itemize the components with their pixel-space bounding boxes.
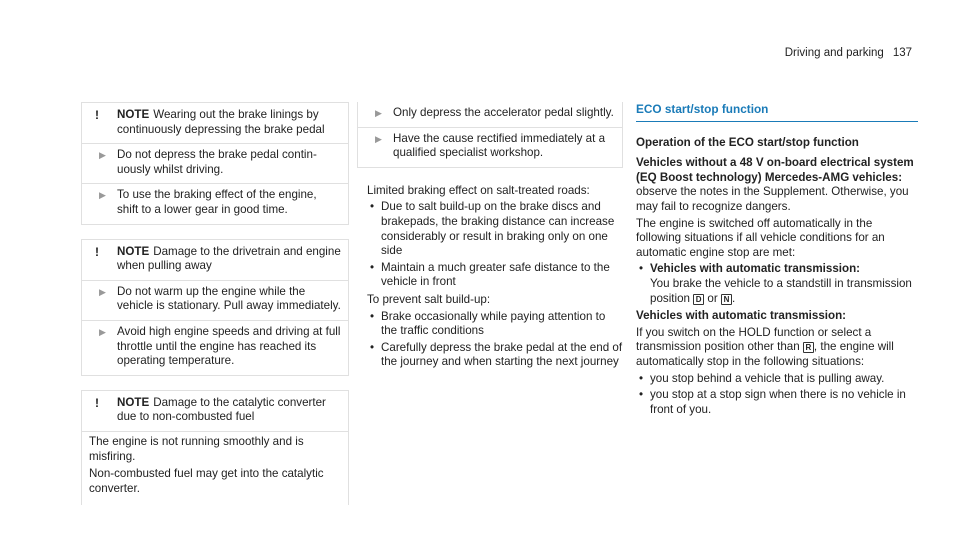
hold-situations-list xyxy=(636,372,918,418)
step-text: Do not warm up the engine while the vehicle is stationary. Pull away immediately. xyxy=(117,284,341,313)
list-item: • you stop at a stop sign when there is no vehicle in front of you. xyxy=(636,388,918,417)
step-arrow-icon: ▶ xyxy=(99,326,106,337)
step-text: Avoid high engine speeds and driving at full throttle until the engine has reached its operating temperature. xyxy=(117,324,341,368)
note-text: Damage to the drivetrain and engine when pulling away xyxy=(117,244,341,273)
step-text: Only depress the accelerator pedal slightly. xyxy=(393,106,614,119)
list-item-text: or xyxy=(704,291,721,305)
auto-stop-list xyxy=(636,262,918,306)
step-arrow-icon: ▶ xyxy=(375,108,382,118)
list-item: • Carefully depress the brake pedal at the end of the journey and when starting the next journey xyxy=(367,341,623,370)
salt-effect-list xyxy=(367,200,623,290)
column-1 xyxy=(81,102,349,505)
note-title: NOTE xyxy=(117,395,150,409)
list-item: • Brake occasionally while paying attention to the traffic conditions xyxy=(367,310,623,339)
note-text: Wearing out the brake linings by continuously depressing the brake pedal xyxy=(117,108,325,136)
note-brake-linings xyxy=(81,102,349,225)
step-text: To use the braking effect of the engine, shift to a lower gear in good time. xyxy=(117,188,317,216)
note-drivetrain xyxy=(81,239,349,376)
auto-transmission-heading: Vehicles with automatic transmission: xyxy=(636,309,847,323)
vehicle-note-head: Vehicles without a 48 V on-board electrical system (EQ Boost technology) Mercedes-AMG vehicles: xyxy=(636,156,914,184)
subheading: Operation of the ECO start/stop function xyxy=(636,135,859,149)
vehicle-note xyxy=(636,156,918,214)
gear-n-key-icon: N xyxy=(721,294,732,305)
step-arrow-icon: ▶ xyxy=(99,150,106,161)
warning-icon: ! xyxy=(95,108,99,122)
note-paragraph: The engine is not running smoothly and is misfiring. xyxy=(89,434,304,463)
warning-icon: ! xyxy=(95,244,99,259)
list-item-text: . xyxy=(731,291,736,305)
list-item: • Maintain a much greater safe distance to the vehicle in front xyxy=(367,261,623,290)
page-header xyxy=(785,46,912,61)
vehicle-note-text: observe the notes in the Supplement. Otherwise, you may fail to recognize dangers. xyxy=(636,185,909,213)
note-paragraph: Non-combusted fuel may get into the catalytic converter. xyxy=(89,467,324,495)
salt-prevent-list xyxy=(367,310,623,370)
hold-function-text xyxy=(636,326,918,370)
page-number: 137 xyxy=(892,47,912,59)
gear-r-key-icon: R xyxy=(803,342,814,353)
hold-text-b: , the engine will automatically stop in the following situations: xyxy=(636,340,894,368)
salt-intro: Limited braking effect on salt-treated roads: xyxy=(367,183,590,197)
note-text: Damage to the catalytic converter due to non-combusted fuel xyxy=(117,395,326,424)
note-catalytic-steps xyxy=(357,102,623,168)
section-title: ECO start/stop function xyxy=(636,102,918,122)
step-text: Do not depress the brake pedal continuously whilst driving. xyxy=(117,148,317,176)
auto-stop-intro: The engine is switched off automatically in the following situations if all vehicle conditions for an automatic engine stop are met: xyxy=(636,216,885,259)
list-item xyxy=(636,262,918,306)
column-2 xyxy=(357,102,623,373)
list-item-label: Vehicles with automatic transmission: xyxy=(650,262,861,276)
note-title: NOTE xyxy=(117,108,150,121)
hold-text-a: If you switch on the HOLD function or select a transmission position other than xyxy=(636,325,872,354)
gear-d-key-icon: D xyxy=(693,294,704,305)
list-item: • you stop behind a vehicle that is pulling away. xyxy=(636,372,918,387)
note-title: NOTE xyxy=(117,244,150,258)
salt-prevent-intro: To prevent salt build-up: xyxy=(367,292,491,306)
warning-icon: ! xyxy=(95,395,99,410)
step-arrow-icon: ▶ xyxy=(375,133,382,144)
list-item: • Due to salt build-up on the brake discs and brakepads, the braking distance can increase considerably or result in braking only on one side xyxy=(367,200,623,258)
step-arrow-icon: ▶ xyxy=(99,190,106,201)
column-3 xyxy=(636,102,918,420)
step-arrow-icon: ▶ xyxy=(99,286,106,297)
step-text: Have the cause rectified immediately at a qualified specialist workshop. xyxy=(393,131,606,160)
note-catalytic-converter xyxy=(81,390,349,506)
list-item-text: You brake the vehicle to a standstill in transmission position xyxy=(650,276,912,305)
header-title: Driving and parking xyxy=(784,47,884,59)
